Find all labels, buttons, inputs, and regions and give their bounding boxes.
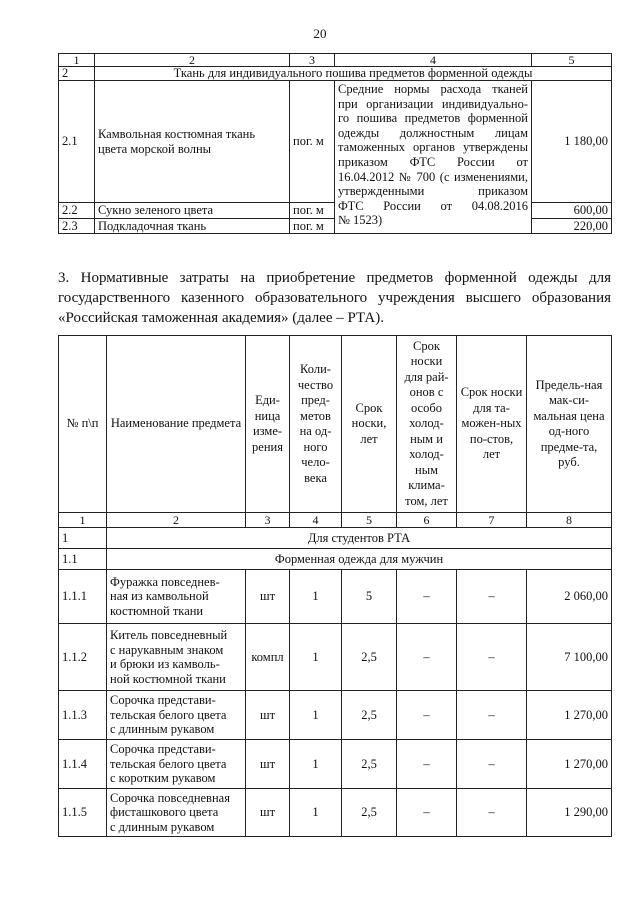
term-posts: – xyxy=(457,740,527,789)
note-line: Средние нормы расхода тканей xyxy=(338,82,528,96)
term-cold: – xyxy=(397,789,457,837)
term: 5 xyxy=(342,570,397,624)
term-cold: – xyxy=(397,691,457,740)
term: 2,5 xyxy=(342,691,397,740)
col-number: 3 xyxy=(246,513,290,528)
table-header-row xyxy=(59,336,612,513)
item-name-line: фисташкового цвета xyxy=(110,805,219,820)
unit: пог. м xyxy=(290,203,335,219)
item-name-line: тельская белого цвета xyxy=(110,707,227,722)
unit: пог. м xyxy=(290,81,335,203)
table-row xyxy=(59,624,612,691)
quantity: 1 xyxy=(290,624,342,691)
item-name-line: Сорочка повседневная xyxy=(110,790,230,805)
price: 600,00 xyxy=(532,203,612,219)
note-line: утвержденными приказом xyxy=(338,184,528,199)
column-numbers-row xyxy=(59,513,612,528)
item-name xyxy=(107,570,246,624)
quantity: 1 xyxy=(290,789,342,837)
col-number: 3 xyxy=(290,54,335,67)
col-number: 7 xyxy=(457,513,527,528)
price: 1 270,00 xyxy=(527,740,612,789)
unit: компл xyxy=(246,624,290,691)
row-number: 1.1.1 xyxy=(59,570,107,624)
header-quantity: Коли-чество пред-метов на од-ного чело-века xyxy=(290,336,342,513)
price: 7 100,00 xyxy=(527,624,612,691)
item-name-line: Сорочка представи- xyxy=(110,693,216,708)
table-row xyxy=(59,789,612,837)
term-cold: – xyxy=(397,570,457,624)
col-number: 2 xyxy=(95,54,290,67)
unit: шт xyxy=(246,740,290,789)
note-line: приказом ФТС России от xyxy=(338,154,528,169)
table-row xyxy=(59,740,612,789)
table-header-row xyxy=(59,54,612,67)
unit: шт xyxy=(246,691,290,740)
col-number: 1 xyxy=(59,513,107,528)
section-number: 1 xyxy=(59,528,107,549)
item-name-line: с длинным рукавом xyxy=(110,819,215,834)
header-term-posts: Срок носки для та-можен-ных по-стов, лет xyxy=(457,336,527,513)
price: 1 290,00 xyxy=(527,789,612,837)
price: 1 270,00 xyxy=(527,691,612,740)
note-line: № 1523) xyxy=(338,213,383,228)
item-name-line: с нарукавным знаком xyxy=(110,642,224,657)
row-number: 2.3 xyxy=(59,218,95,234)
row-number: 1.1.2 xyxy=(59,624,107,691)
col-number: 5 xyxy=(342,513,397,528)
term-posts: – xyxy=(457,624,527,691)
term-posts: – xyxy=(457,570,527,624)
row-number: 2.2 xyxy=(59,203,95,219)
term: 2,5 xyxy=(342,789,397,837)
note-line: при организации индивидуально- xyxy=(338,96,528,111)
section-number: 2 xyxy=(59,67,95,81)
unit: шт xyxy=(246,570,290,624)
item-name-line: тельская белого цвета xyxy=(110,756,227,771)
col-number: 2 xyxy=(107,513,246,528)
section-paragraph: 3. Нормативные затраты на приобретение предметов форменной одежды для государственного казенного образовательного учреждения высшего образования «Российская таможенная академия» (далее – РТА). xyxy=(58,270,611,326)
header-max-price: Предель-ная мак-си-мальная цена од-ного предме-та, руб. xyxy=(527,336,612,513)
price: 1 180,00 xyxy=(532,81,612,203)
section-row xyxy=(59,549,612,570)
item-name-line: Фуражка повседнев- xyxy=(110,574,220,589)
unit: шт xyxy=(246,789,290,837)
norm-note xyxy=(335,81,532,234)
term-posts: – xyxy=(457,691,527,740)
item-name-line: цвета морской волны xyxy=(98,141,212,156)
row-number: 1.1.4 xyxy=(59,740,107,789)
header-term: Срок носки, лет xyxy=(342,336,397,513)
page-number: 20 xyxy=(313,26,327,41)
uniform-table xyxy=(58,335,612,837)
col-number: 6 xyxy=(397,513,457,528)
header-unit: Еди-ница изме-рения xyxy=(246,336,290,513)
row-number: 1.1.5 xyxy=(59,789,107,837)
row-number: 2.1 xyxy=(59,81,95,203)
quantity: 1 xyxy=(290,570,342,624)
unit: пог. м xyxy=(290,218,335,234)
item-name-line: Сорочка представи- xyxy=(110,742,216,757)
table-row xyxy=(59,691,612,740)
term-cold: – xyxy=(397,740,457,789)
table-row xyxy=(59,81,612,203)
item-name-line: с коротким рукавом xyxy=(110,771,216,786)
term-cold: – xyxy=(397,624,457,691)
table-row xyxy=(59,570,612,624)
item-name-line: с длинным рукавом xyxy=(110,722,215,737)
item-name xyxy=(107,624,246,691)
section-row xyxy=(59,67,612,81)
item-name-line: ной костюмной ткани xyxy=(110,671,226,686)
item-name-line: ная из камвольной xyxy=(110,589,209,604)
item-name-line: костюмной ткани xyxy=(110,603,204,618)
section-number: 1.1 xyxy=(59,549,107,570)
item-name: Сукно зеленого цвета xyxy=(95,203,290,219)
term: 2,5 xyxy=(342,740,397,789)
note-line: ФТС России от 04.08.2016 xyxy=(338,198,528,213)
header-term-cold: Срок носки для рай-онов с особо холод-ным и холод-ным клима-том, лет xyxy=(397,336,457,513)
note-line: го пошива предметов форменной xyxy=(338,111,528,126)
quantity: 1 xyxy=(290,740,342,789)
item-name xyxy=(107,789,246,837)
section-title: Форменная одежда для мужчин xyxy=(107,549,612,570)
term: 2,5 xyxy=(342,624,397,691)
col-number: 5 xyxy=(532,54,612,67)
col-number: 8 xyxy=(527,513,612,528)
item-name-line: и брюки из камволь- xyxy=(110,657,220,671)
col-number: 1 xyxy=(59,54,95,67)
term-posts: – xyxy=(457,789,527,837)
fabric-table xyxy=(58,53,612,234)
price: 220,00 xyxy=(532,218,612,234)
row-number: 1.1.3 xyxy=(59,691,107,740)
note-line: 16.04.2012 № 700 (с изменениями, xyxy=(338,169,528,184)
col-number: 4 xyxy=(290,513,342,528)
section-row xyxy=(59,528,612,549)
section-title: Для студентов РТА xyxy=(107,528,612,549)
item-name xyxy=(107,740,246,789)
note-line: таможенных органов утверждены xyxy=(338,140,528,155)
quantity: 1 xyxy=(290,691,342,740)
col-number: 4 xyxy=(335,54,532,67)
note-line: одежды должностным лицам xyxy=(338,125,528,140)
item-name xyxy=(95,81,290,203)
header-number: № п\п xyxy=(59,336,107,513)
header-name: Наименование предмета xyxy=(107,336,246,513)
section-title: Ткань для индивидуального пошива предметов форменной одежды xyxy=(95,67,612,81)
price: 2 060,00 xyxy=(527,570,612,624)
item-name: Подкладочная ткань xyxy=(95,218,290,234)
item-name-line: Камвольная костюмная ткань xyxy=(98,127,256,141)
item-name-line: Китель повседневный xyxy=(110,628,228,642)
item-name xyxy=(107,691,246,740)
